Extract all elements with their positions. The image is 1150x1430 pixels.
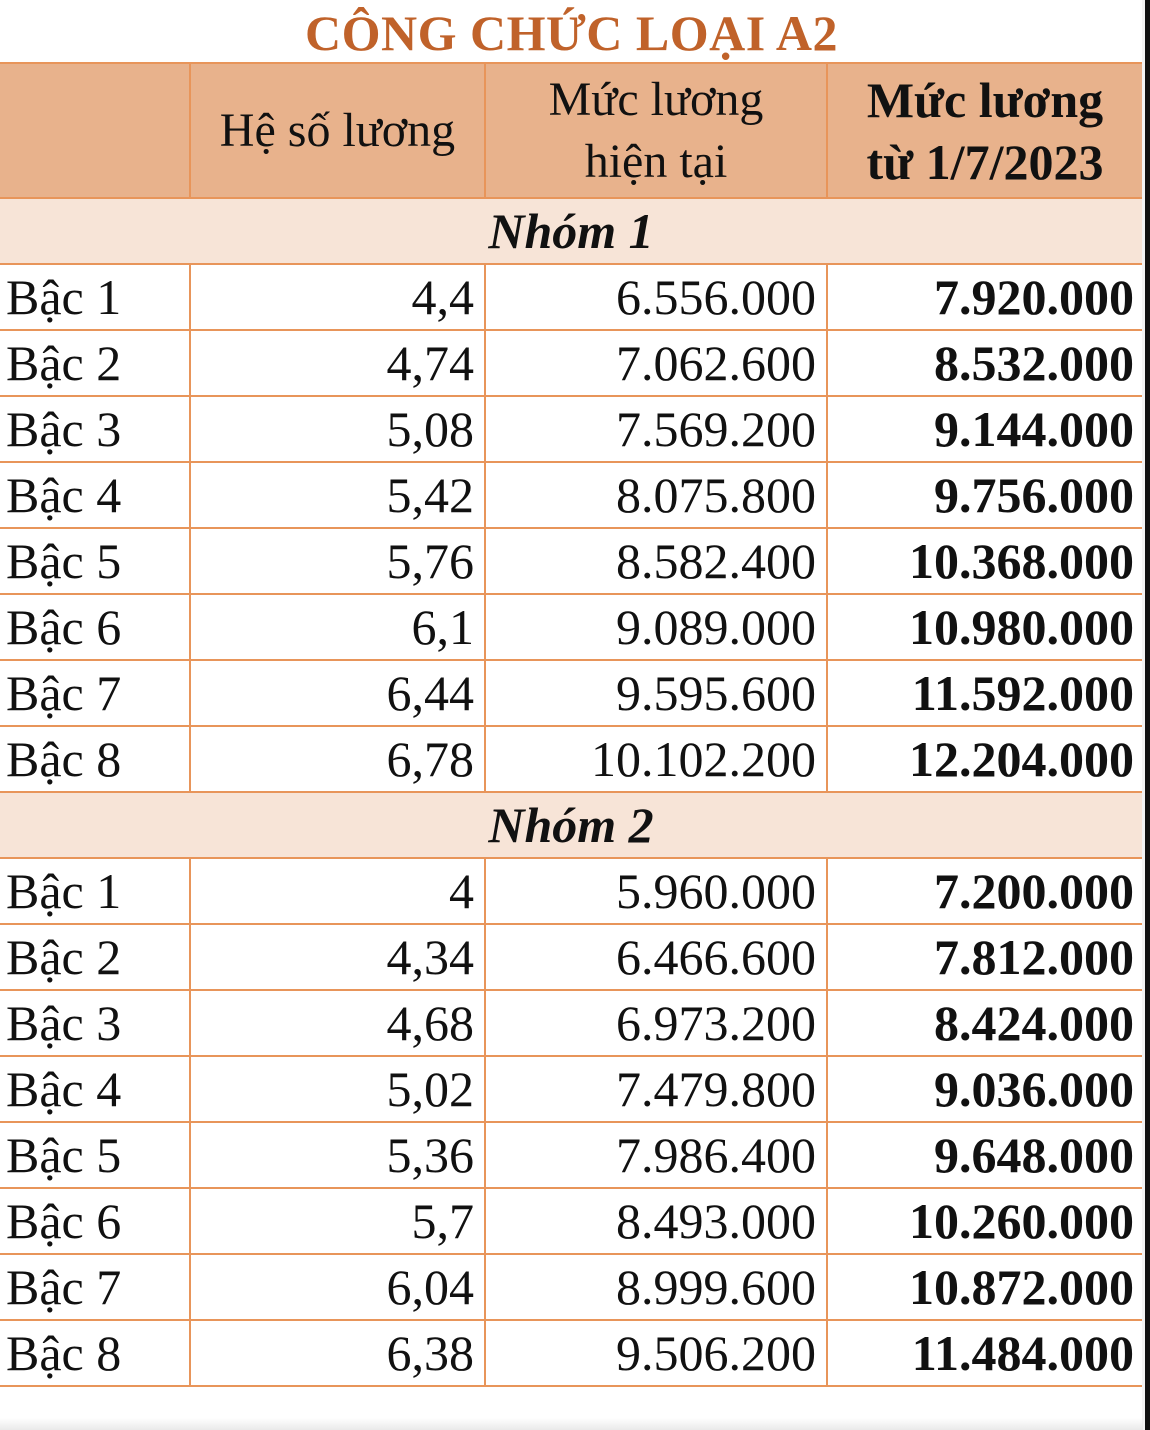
- table-row: [0, 330, 1143, 396]
- level-cell: Bậc 4: [0, 1056, 190, 1122]
- coefficient-cell: 4,4: [190, 264, 485, 330]
- table-row: [0, 924, 1143, 990]
- new-salary-cell: 9.756.000: [827, 462, 1143, 528]
- coefficient-cell: 6,1: [190, 594, 485, 660]
- table-header: [0, 63, 1143, 198]
- level-cell: Bậc 2: [0, 924, 190, 990]
- level-cell: Bậc 4: [0, 462, 190, 528]
- new-salary-cell: 11.592.000: [827, 660, 1143, 726]
- bottom-shadow: [0, 1418, 1143, 1430]
- current-salary-cell: 7.986.400: [485, 1122, 827, 1188]
- coefficient-cell: 4: [190, 858, 485, 924]
- new-salary-cell: 10.872.000: [827, 1254, 1143, 1320]
- level-cell: Bậc 7: [0, 1254, 190, 1320]
- table-row: [0, 528, 1143, 594]
- level-cell: Bậc 6: [0, 1188, 190, 1254]
- new-salary-cell: 7.812.000: [827, 924, 1143, 990]
- new-salary-cell: 9.036.000: [827, 1056, 1143, 1122]
- table-row: [0, 990, 1143, 1056]
- new-salary-cell: 12.204.000: [827, 726, 1143, 792]
- new-salary-cell: 7.200.000: [827, 858, 1143, 924]
- coefficient-cell: 4,34: [190, 924, 485, 990]
- coefficient-cell: 6,04: [190, 1254, 485, 1320]
- current-salary-cell: 8.582.400: [485, 528, 827, 594]
- current-salary-cell: 8.999.600: [485, 1254, 827, 1320]
- table-row: [0, 396, 1143, 462]
- window-edge-border: [1145, 0, 1150, 1430]
- coefficient-cell: 5,42: [190, 462, 485, 528]
- level-cell: Bậc 8: [0, 726, 190, 792]
- group-row: [0, 198, 1143, 264]
- table-row: [0, 858, 1143, 924]
- current-salary-cell: 6.556.000: [485, 264, 827, 330]
- level-cell: Bậc 2: [0, 330, 190, 396]
- coefficient-cell: 4,68: [190, 990, 485, 1056]
- current-salary-cell: 6.973.200: [485, 990, 827, 1056]
- coefficient-cell: 5,7: [190, 1188, 485, 1254]
- level-cell: Bậc 3: [0, 396, 190, 462]
- table-row: [0, 594, 1143, 660]
- group-label: Nhóm 1: [0, 198, 1143, 264]
- header-level: [0, 63, 190, 198]
- table-row: [0, 1122, 1143, 1188]
- table-row: [0, 1254, 1143, 1320]
- header-new-salary-line1: Mức lương: [866, 71, 1104, 128]
- header-current-salary: [485, 63, 827, 198]
- level-cell: Bậc 5: [0, 528, 190, 594]
- header-new-salary-line2: từ 1/7/2023: [866, 133, 1104, 190]
- header-current-salary-line1: Mức lương: [548, 72, 764, 126]
- new-salary-cell: 8.424.000: [827, 990, 1143, 1056]
- current-salary-cell: 5.960.000: [485, 858, 827, 924]
- header-coefficient: Hệ số lương: [190, 63, 485, 198]
- new-salary-cell: 11.484.000: [827, 1320, 1143, 1386]
- page-title: CÔNG CHỨC LOẠI A2: [304, 5, 839, 61]
- table-row: [0, 1056, 1143, 1122]
- table-row: [0, 264, 1143, 330]
- level-cell: Bậc 8: [0, 1320, 190, 1386]
- level-cell: Bậc 5: [0, 1122, 190, 1188]
- table-row: [0, 660, 1143, 726]
- current-salary-cell: 7.062.600: [485, 330, 827, 396]
- new-salary-cell: 9.648.000: [827, 1122, 1143, 1188]
- new-salary-cell: 10.980.000: [827, 594, 1143, 660]
- current-salary-cell: 6.466.600: [485, 924, 827, 990]
- coefficient-cell: 4,74: [190, 330, 485, 396]
- coefficient-cell: 5,02: [190, 1056, 485, 1122]
- new-salary-cell: 7.920.000: [827, 264, 1143, 330]
- current-salary-cell: 8.493.000: [485, 1188, 827, 1254]
- level-cell: Bậc 1: [0, 264, 190, 330]
- table-row: [0, 1320, 1143, 1386]
- current-salary-cell: 8.075.800: [485, 462, 827, 528]
- table-row: [0, 1188, 1143, 1254]
- level-cell: Bậc 3: [0, 990, 190, 1056]
- coefficient-cell: 6,78: [190, 726, 485, 792]
- current-salary-cell: 9.506.200: [485, 1320, 827, 1386]
- new-salary-cell: 10.368.000: [827, 528, 1143, 594]
- current-salary-cell: 9.595.600: [485, 660, 827, 726]
- coefficient-cell: 5,36: [190, 1122, 485, 1188]
- current-salary-cell: 10.102.200: [485, 726, 827, 792]
- level-cell: Bậc 1: [0, 858, 190, 924]
- coefficient-cell: 5,76: [190, 528, 485, 594]
- group-label: Nhóm 2: [0, 792, 1143, 858]
- coefficient-cell: 5,08: [190, 396, 485, 462]
- current-salary-cell: 7.569.200: [485, 396, 827, 462]
- header-current-salary-line2: hiện tại: [584, 134, 728, 188]
- new-salary-cell: 9.144.000: [827, 396, 1143, 462]
- coefficient-cell: 6,44: [190, 660, 485, 726]
- new-salary-cell: 10.260.000: [827, 1188, 1143, 1254]
- table-body: [0, 198, 1143, 1386]
- salary-table: [0, 62, 1144, 1387]
- table-row: [0, 462, 1143, 528]
- current-salary-cell: 7.479.800: [485, 1056, 827, 1122]
- table-row: [0, 726, 1143, 792]
- new-salary-cell: 8.532.000: [827, 330, 1143, 396]
- group-row: [0, 792, 1143, 858]
- header-new-salary: [827, 63, 1143, 198]
- level-cell: Bậc 6: [0, 594, 190, 660]
- coefficient-cell: 6,38: [190, 1320, 485, 1386]
- level-cell: Bậc 7: [0, 660, 190, 726]
- current-salary-cell: 9.089.000: [485, 594, 827, 660]
